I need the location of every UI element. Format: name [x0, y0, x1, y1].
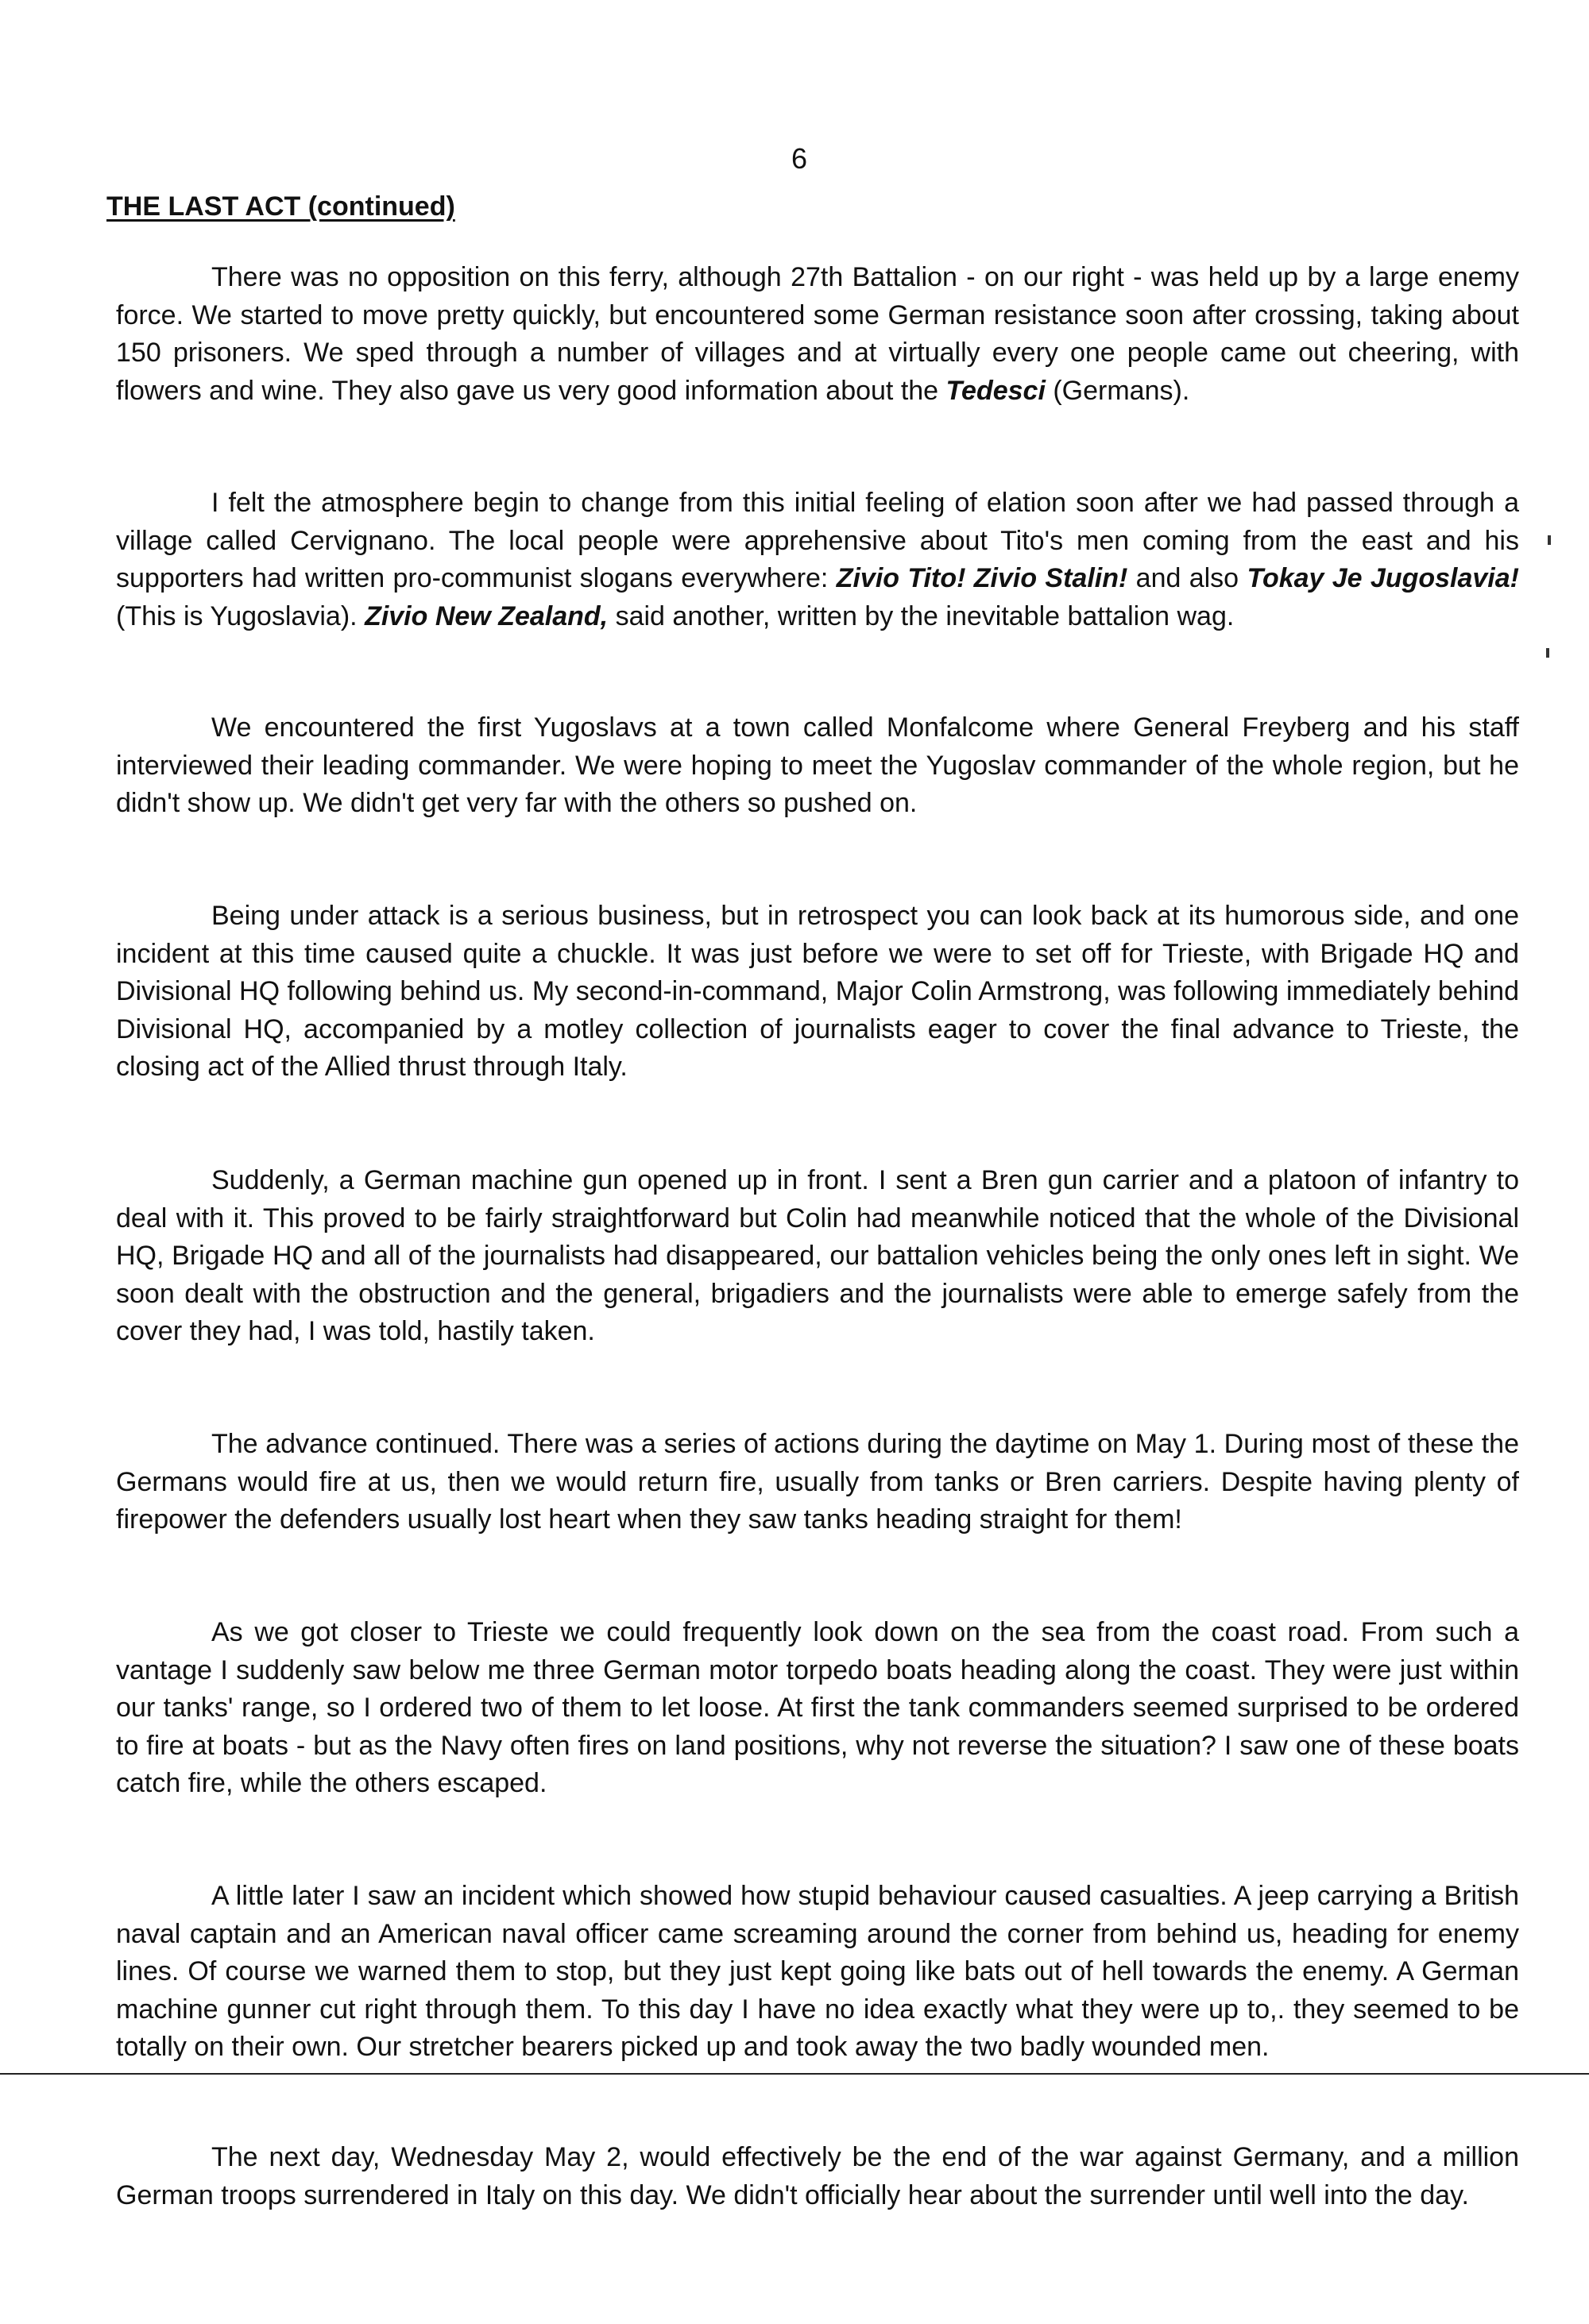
paragraph-4: Being under attack is a serious business, but in retrospect you can look back at its humorous side, and one incident at this time caused quite a chuckle. It was just before we were to set off for Trieste, with Brigade HQ and Divisional HQ following behind us. My second-in-command, Major Colin Armstrong, was following immediately behind Divisional HQ, accompanied by a motley collection of journalists eager to cover the final advance to Trieste, the closing act of the Allied thrust through Italy. [116, 901, 1519, 1082]
paragraph-2-text-3: and also [1127, 563, 1247, 593]
paragraph-2-text-2 [965, 563, 973, 593]
paragraph-9: The next day, Wednesday May 2, would effectively be the end of the war against Germany, and a million German troops surrendered in Italy on this day. We didn't officially hear about the surrender until well into the day. [116, 2142, 1519, 2210]
paragraph-2-text-4: (This is Yugoslavia). [116, 600, 365, 631]
paragraph-8: A little later I saw an incident which showed how stupid behaviour caused casualties. A jeep carrying a British naval captain and an American naval officer came screaming around the corner from behind us, heading for enemy lines. Of course we warned them to stop, but they just kept going like bats out of hell towards the enemy. A German machine gunner cut right through them. To this day I have no idea exactly what they were up to,. they seemed to be totally on their own. Our stretcher bearers picked up and took away the two badly wounded men. [116, 1881, 1519, 2062]
paragraph-6: The advance continued. There was a series of actions during the daytime on May 1. During most of these the Germans would fire at us, then we would return fire, usually from tanks or Bren carriers. Despite having plenty of firepower the defenders usually lost heart when they saw tanks heading straight for them! [116, 1429, 1519, 1535]
paragraph-2 [116, 484, 1519, 635]
horizontal-rule [0, 2073, 1589, 2075]
paragraph-1-text-2: (Germans). [1045, 375, 1190, 406]
paragraph-2-emphasis-4: Zivio New Zealand, [365, 600, 609, 631]
paragraph-5: Suddenly, a German machine gun opened up in front. I sent a Bren gun carrier and a platoon of infantry to deal with it. This proved to be fairly straightforward but Colin had meanwhile noticed that the whole of the Divisional HQ, Brigade HQ and all of the journalists had disappeared, our battalion vehicles being the only ones left in sight. We soon dealt with the obstruction and the general, brigadiers and the journalists were able to emerge safely from the cover they had, I was told, hastily taken. [116, 1165, 1519, 1346]
paragraph-1 [116, 259, 1519, 410]
paragraph-3: We encountered the first Yugoslavs at a town called Monfalcome where General Freyberg and his staff interviewed their leading commander. We were hoping to meet the Yugoslav commander of the whole region, but he didn't show up. We didn't get very far with the others so pushed on. [116, 712, 1519, 818]
paragraph-2-text-1: I felt the atmosphere begin to change from this initial feeling of elation soon after we had passed through a village called Cervignano. The local people were apprehensive about Tito's men coming from the east and his supporters had written pro-communist slogans everywhere: [116, 488, 1519, 593]
margin-mark [1548, 535, 1551, 545]
paragraph-2-emphasis-2: Zivio Stalin! [973, 563, 1128, 593]
paragraph-2-emphasis-1: Zivio Tito! [836, 563, 966, 593]
paragraph-2-text-5: said another, written by the inevitable battalion wag. [608, 600, 1235, 631]
page-number: 6 [791, 142, 808, 175]
margin-mark [1546, 648, 1549, 658]
paragraph-1-text-1: There was no opposition on this ferry, although 27th Battalion - on our right - was held up by a large enemy force. We started to move pretty quickly, but encountered some German resistance soon after crossing, taking about 150 prisoners. We sped through a number of villages and at virtually every one people came out cheering, with flowers and wine. They also gave us very good information about the [116, 262, 1519, 406]
paragraph-1-emphasis-1: Tedesci [945, 375, 1046, 406]
paragraph-7: As we got closer to Trieste we could frequently look down on the sea from the coast road. From such a vantage I suddenly saw below me three German motor torpedo boats heading along the coast. They were just within our tanks' range, so I ordered two of them to let loose. At first the tank commanders seemed surprised to be ordered to fire at boats - but as the Navy often fires on land positions, why not reverse the situation? I saw one of these boats catch fire, while the others escaped. [116, 1617, 1519, 1798]
section-heading: THE LAST ACT (continued) [106, 191, 455, 222]
paragraph-2-emphasis-3: Tokay Je Jugoslavia! [1247, 563, 1519, 593]
